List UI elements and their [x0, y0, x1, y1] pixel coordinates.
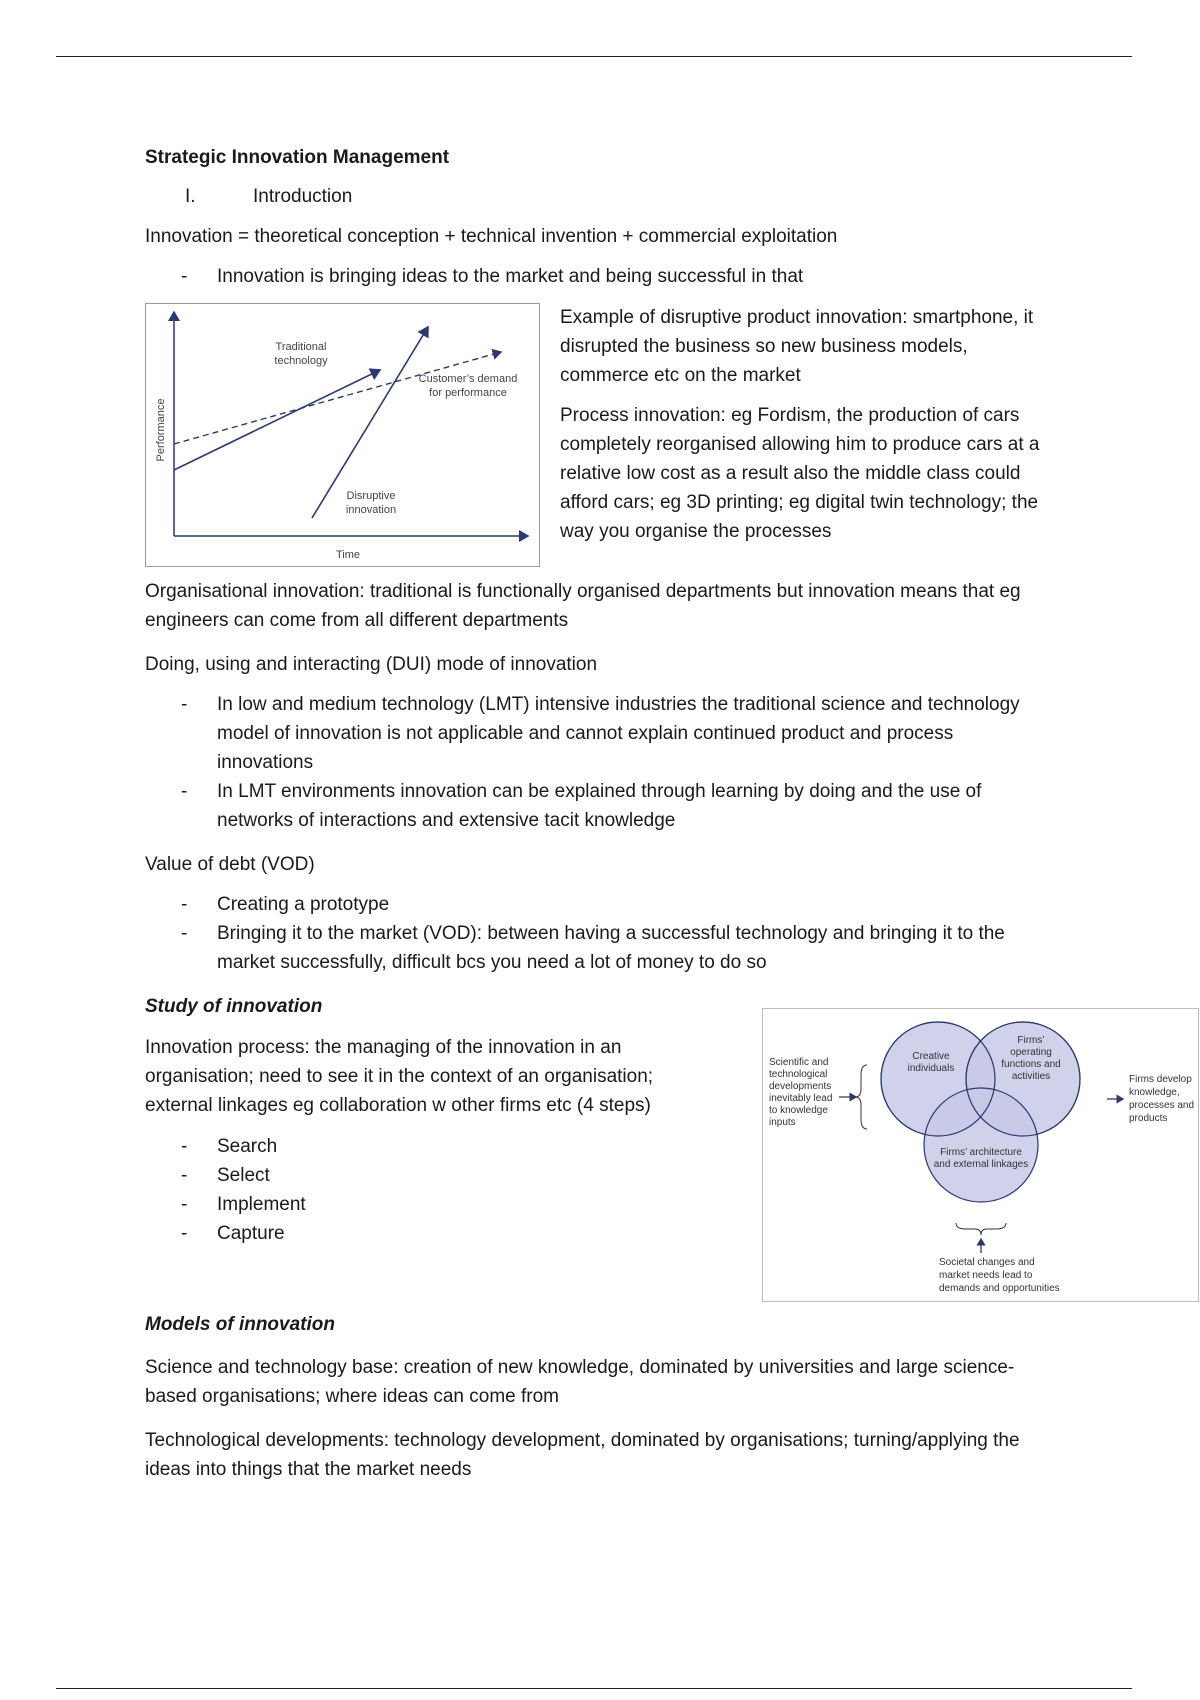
- top-rule: [56, 56, 1132, 57]
- label-traditional: technology: [274, 355, 328, 367]
- section-number: I.: [185, 186, 196, 207]
- inputs-label: Scientific and: [769, 1057, 829, 1068]
- study-heading: Study of innovation: [145, 996, 323, 1017]
- document-body: [145, 143, 1195, 1499]
- list-item: - Creating a prototype: [145, 890, 1045, 919]
- label-customer-demand: for performance: [429, 387, 507, 399]
- inputs-label: developments: [769, 1081, 832, 1092]
- innovation-process-figure: [762, 1008, 1199, 1302]
- list-item: - Bringing it to the market (VOD): between having a successful technology and bringing it to the market successfully, difficult bcs you need a lot of money to do so: [145, 919, 1045, 977]
- bottom-brace: [956, 1223, 1006, 1235]
- outputs-label: processes and: [1129, 1100, 1195, 1111]
- list-item: - Select: [145, 1161, 705, 1190]
- definition-bullets: [145, 262, 1045, 291]
- innovation-process-para: Innovation process: the managing of the innovation in an organisation; need to see it in the context of an organisation; external linkages eg collaboration w other firms etc (4 steps): [145, 1037, 654, 1116]
- list-item: - In low and medium technology (LMT) intensive industries the traditional science and technology model of innovation is not applicable and cannot explain continued product and process innovations: [145, 690, 1045, 777]
- disruption-notes: [560, 303, 1045, 567]
- dui-bullets: [145, 690, 1045, 835]
- label-customer-demand: Customer’s demand: [418, 373, 518, 385]
- architecture-linkages-label: Firms’ architecture: [940, 1147, 1022, 1158]
- bottom-rule: [56, 1688, 1132, 1689]
- label-traditional: Traditional: [275, 341, 327, 353]
- process-steps: [145, 1132, 705, 1248]
- architecture-linkages-label: and external linkages: [933, 1159, 1029, 1170]
- operating-functions-label: operating: [1010, 1047, 1052, 1058]
- science-technology-base: Science and technology base: creation of new knowledge, dominated by universities and large science-based organisations; where ideas can come from: [145, 1357, 1015, 1407]
- traditional-technology-line: [174, 370, 380, 470]
- outputs-label: Firms develop: [1129, 1074, 1192, 1085]
- disruption-section: [145, 303, 1045, 567]
- vod-bullets: [145, 890, 1045, 977]
- list-item: - Implement: [145, 1190, 705, 1219]
- section-title: Introduction: [253, 186, 353, 207]
- creative-individuals-label: Creative: [912, 1051, 950, 1062]
- y-axis-label: Performance: [155, 398, 167, 462]
- inputs-label: technological: [769, 1069, 828, 1080]
- inputs-label: inputs: [769, 1117, 796, 1128]
- operating-functions-label: functions and: [1001, 1059, 1061, 1070]
- inputs-label: inevitably lead: [769, 1093, 833, 1104]
- operating-functions-label: Firms’: [1017, 1035, 1045, 1046]
- outputs-label: products: [1129, 1113, 1168, 1124]
- section-heading: [145, 182, 1045, 211]
- label-disruptive: Disruptive: [346, 490, 396, 502]
- product-innovation-note: Example of disruptive product innovation: smartphone, it disrupted the business so new business models, commerce etc on the market: [560, 307, 1034, 386]
- models-heading: Models of innovation: [145, 1314, 335, 1335]
- list-item: - Search: [145, 1132, 705, 1161]
- outputs-label: knowledge,: [1129, 1087, 1180, 1098]
- innovation-definition: Innovation = theoretical conception + technical invention + commercial exploitation: [145, 226, 838, 247]
- operating-functions-label: activities: [1011, 1071, 1051, 1082]
- societal-needs-label: market needs lead to: [939, 1270, 1033, 1281]
- document-title: Strategic Innovation Management: [145, 147, 450, 168]
- technological-developments: Technological developments: technology development, dominated by organisations; turning/applying the ideas into things that the market needs: [145, 1430, 1020, 1480]
- architecture-linkages-circle: [924, 1088, 1038, 1202]
- x-axis-label: Time: [335, 549, 361, 561]
- list-item: - In LMT environments innovation can be explained through learning by doing and the use of networks of interactions and extensive tacit knowledge: [145, 777, 1045, 835]
- creative-individuals-label: individuals: [907, 1063, 955, 1074]
- inputs-label: to knowledge: [769, 1105, 828, 1116]
- list-item: - Capture: [145, 1219, 705, 1248]
- list-item: - Innovation is bringing ideas to the market and being successful in that: [145, 262, 1045, 291]
- study-section: [145, 992, 1195, 1294]
- organisational-innovation: Organisational innovation: traditional is functionally organised departments but innovation means that eg engineers can come from all different departments: [145, 581, 1021, 631]
- process-innovation-note: Process innovation: eg Fordism, the production of cars completely reorganised allowing him to produce cars at a relative low cost as a result also the middle class could afford cars; eg 3D printing; eg digital twin technology; the way you organise the processes: [560, 405, 1040, 542]
- label-disruptive: innovation: [345, 504, 397, 516]
- societal-needs-label: Societal changes and: [939, 1257, 1035, 1268]
- dui-title: Doing, using and interacting (DUI) mode of innovation: [145, 654, 598, 675]
- disruptive-innovation-figure: [145, 303, 540, 567]
- societal-needs-label: demands and opportunities: [939, 1283, 1060, 1294]
- vod-title: Value of debt (VOD): [145, 854, 315, 875]
- left-brace: [855, 1065, 867, 1129]
